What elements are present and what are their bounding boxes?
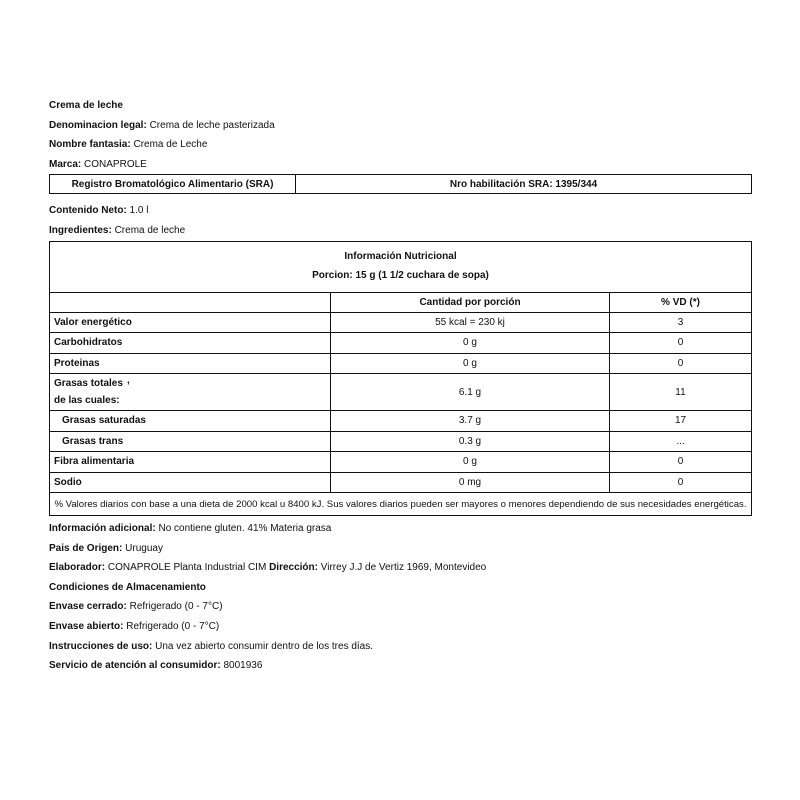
col-header-vd: % VD (*): [610, 292, 752, 312]
registration-left-cell: Registro Bromatológico Alimentario (SRA): [50, 175, 296, 194]
additional-info-line: [49, 519, 752, 539]
product-sheet: [49, 96, 752, 676]
nutrient-amount: 0 mg: [331, 472, 610, 493]
address-label: Dirección:: [269, 562, 318, 574]
nutrient-amount: 55 kcal = 230 kj: [331, 312, 610, 333]
registration-table: [49, 174, 752, 194]
brand-label: Marca:: [49, 158, 82, 170]
usage-value: Una vez abierto consumir dentro de los tres días.: [155, 640, 374, 652]
nutrient-label: Sodio: [50, 472, 331, 493]
nutrient-amount: 6.1 g: [331, 374, 610, 411]
nutrient-label: Carbohidratos: [50, 333, 331, 354]
nutrient-label: [50, 374, 331, 411]
ingredients-value: Crema de leche: [114, 224, 186, 236]
service-line: [49, 656, 752, 676]
net-content-value: 1.0 l: [129, 205, 149, 217]
nutrition-table: [49, 241, 752, 517]
nutrition-header-cell: [50, 241, 752, 292]
open-storage-label: Envase abierto:: [49, 621, 124, 633]
nutrient-vd: 0: [610, 452, 752, 473]
registration-right-cell: Nro habilitación SRA: 1395/344: [296, 175, 752, 194]
nutrition-portion: Porcion: 15 g (1 1/2 cuchara de sopa): [312, 269, 489, 281]
service-value: 8001936: [223, 660, 263, 672]
nutrient-label: Fibra alimentaria: [50, 452, 331, 473]
brand-value: CONAPROLE: [84, 158, 147, 170]
nutrient-label: Grasas trans: [50, 431, 331, 452]
nutrient-row: [50, 374, 752, 411]
nutrient-vd: ...: [610, 431, 752, 452]
additional-info-value: No contiene gluten. 41% Materia grasa: [158, 523, 332, 535]
closed-storage-value: Refrigerado (0 - 7°C): [129, 601, 223, 613]
origin-label: Pais de Origen:: [49, 542, 123, 554]
brand-line: [49, 155, 752, 175]
nutrient-vd: 0: [610, 333, 752, 354]
origin-value: Uruguay: [125, 542, 163, 554]
nutrient-vd: 0: [610, 353, 752, 374]
total-fat-label: Grasas totales: [54, 378, 123, 390]
nutrient-vd: 17: [610, 411, 752, 432]
product-title: Crema de leche: [49, 100, 123, 111]
nutrient-label: Proteinas: [50, 353, 331, 374]
total-fat-mark: ,: [126, 375, 130, 387]
nutrient-row: [50, 411, 752, 432]
total-fat-sublabel: de las cuales:: [54, 395, 120, 407]
storage-title: Condiciones de Almacenamiento: [49, 581, 206, 593]
service-label: Servicio de atención al consumidor:: [49, 660, 221, 672]
maker-label: Elaborador:: [49, 562, 106, 574]
legal-name-line: [49, 116, 752, 136]
ingredients-line: [49, 221, 752, 241]
nutrient-row: [50, 353, 752, 374]
fantasy-name-label: Nombre fantasia:: [49, 139, 131, 151]
col-header-amount: Cantidad por porción: [331, 292, 610, 312]
open-storage-line: [49, 617, 752, 637]
nutrient-row: [50, 472, 752, 493]
ingredients-label: Ingredientes:: [49, 224, 112, 236]
maker-line: [49, 558, 752, 578]
nutrient-row: [50, 452, 752, 473]
nutrition-title: Información Nutricional: [344, 250, 457, 262]
nutrient-vd: 0: [610, 472, 752, 493]
legal-name-label: Denominacion legal:: [49, 119, 147, 131]
col-header-nutrient: [50, 292, 331, 312]
nutrient-vd: 11: [610, 374, 752, 411]
closed-storage-label: Envase cerrado:: [49, 601, 127, 613]
nutrient-row: [50, 431, 752, 452]
nutrient-row: [50, 333, 752, 354]
maker-value: CONAPROLE Planta Industrial CIM: [107, 562, 267, 574]
closed-storage-line: [49, 597, 752, 617]
nutrient-label: Valor energético: [50, 312, 331, 333]
nutrient-vd: 3: [610, 312, 752, 333]
usage-line: [49, 637, 752, 657]
legal-name-value: Crema de leche pasterizada: [149, 119, 275, 131]
net-content-label: Contenido Neto:: [49, 205, 127, 217]
nutrient-amount: 0 g: [331, 353, 610, 374]
nutrient-amount: 0 g: [331, 333, 610, 354]
nutrition-footnote: % Valores diarios con base a una dieta de 2000 kcal u 8400 kJ. Sus valores diarios pueden ser mayores o menores dependiendo de sus necesidades energéticas.: [50, 493, 752, 516]
open-storage-value: Refrigerado (0 - 7°C): [126, 621, 220, 633]
nutrient-label: Grasas saturadas: [50, 411, 331, 432]
nutrient-amount: 3.7 g: [331, 411, 610, 432]
usage-label: Instrucciones de uso:: [49, 640, 153, 652]
additional-info-label: Información adicional:: [49, 523, 156, 535]
fantasy-name-line: [49, 135, 752, 155]
origin-line: [49, 539, 752, 559]
net-content-line: [49, 201, 752, 221]
nutrient-row: [50, 312, 752, 333]
nutrient-amount: 0.3 g: [331, 431, 610, 452]
address-value: Virrey J.J de Vertiz 1969, Montevideo: [320, 562, 487, 574]
fantasy-name-value: Crema de Leche: [133, 139, 208, 151]
nutrient-amount: 0 g: [331, 452, 610, 473]
